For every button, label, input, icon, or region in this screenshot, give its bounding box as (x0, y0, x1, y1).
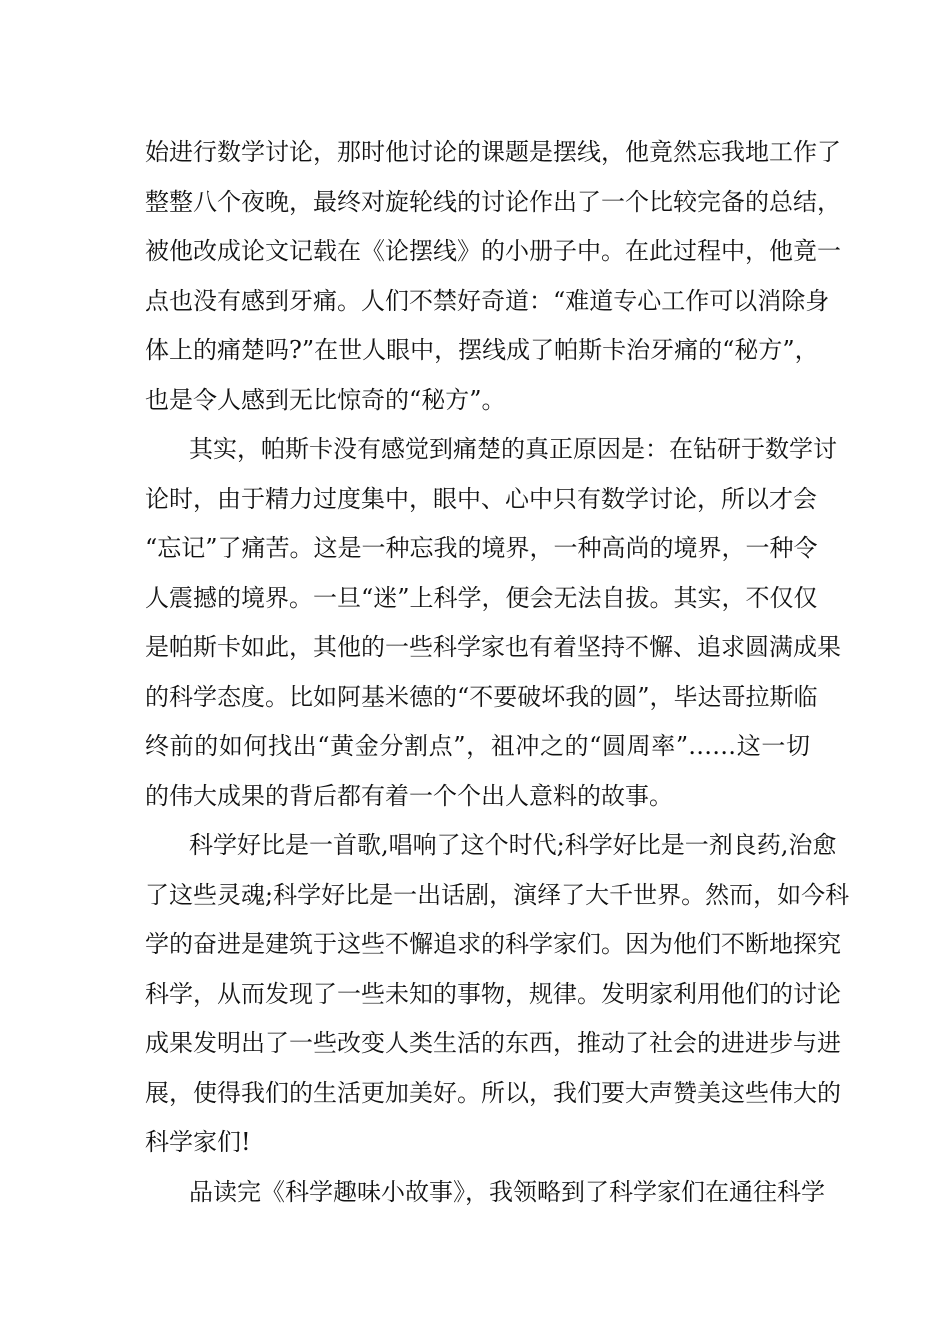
text-line: 论时，由于精力过度集中，眼中、心中只有数学讨论，所以才会 (145, 484, 817, 513)
document-body (145, 128, 850, 1217)
text-line: 科学好比是一首歌,唱响了这个时代;科学好比是一剂良药,治愈 (189, 831, 837, 859)
text-line: 的伟大成果的背后都有着一个个出人意料的故事。 (145, 781, 673, 810)
text-line: 整整八个夜晚，最终对旋轮线的讨论作出了一个比较完备的总结， (145, 187, 841, 216)
text-line: 了这些灵魂;科学好比是一出话剧，演绎了大千世界。然而，如今科 (145, 880, 850, 909)
text-line: 的科学态度。比如阿基米德的“不要破坏我的圆”，毕达哥拉斯临 (145, 682, 818, 711)
text-line: 也是令人感到无比惊奇的“秘方”。 (145, 385, 506, 414)
text-line: 其实，帕斯卡没有感觉到痛楚的真正原因是：在钻研于数学讨 (189, 435, 837, 463)
text-line: 展，使得我们的生活更加美好。所以，我们要大声赞美这些伟大的 (145, 1078, 841, 1107)
text-line: 品读完《科学趣味小故事》，我领略到了科学家们在通往科学 (189, 1177, 825, 1206)
text-line: 成果发明出了一些改变人类生活的东西，推动了社会的进进步与进 (145, 1029, 841, 1057)
text-line: 人震撼的境界。一旦“迷”上科学，便会无法自拔。其实，不仅仅 (145, 583, 818, 612)
text-line: 始进行数学讨论，那时他讨论的课题是摆线，他竟然忘我地工作了 (145, 138, 841, 166)
text-line: 终前的如何找出“黄金分割点”，祖冲之的“圆周率”……这一切 (145, 732, 810, 760)
text-line: “忘记”了痛苦。这是一种忘我的境界，一种高尚的境界，一种令 (145, 534, 818, 562)
text-line: 学的奋进是建筑于这些不懈追求的科学家们。因为他们不断地探究 (145, 930, 841, 958)
text-line: 体上的痛楚吗?”在世人眼中，摆线成了帕斯卡治牙痛的“秘方”， (145, 336, 819, 364)
text-line: 科学家们! (145, 1128, 251, 1156)
text-line: 是帕斯卡如此，其他的一些科学家也有着坚持不懈、追求圆满成果 (145, 633, 841, 661)
text-line: 被他改成论文记载在《论摆线》的小册子中。在此过程中，他竟一 (145, 237, 841, 265)
text-line: 点也没有感到牙痛。人们不禁好奇道：“难道专心工作可以消除身 (145, 286, 830, 315)
text-line: 科学，从而发现了一些未知的事物，规律。发明家利用他们的讨论 (145, 979, 841, 1008)
